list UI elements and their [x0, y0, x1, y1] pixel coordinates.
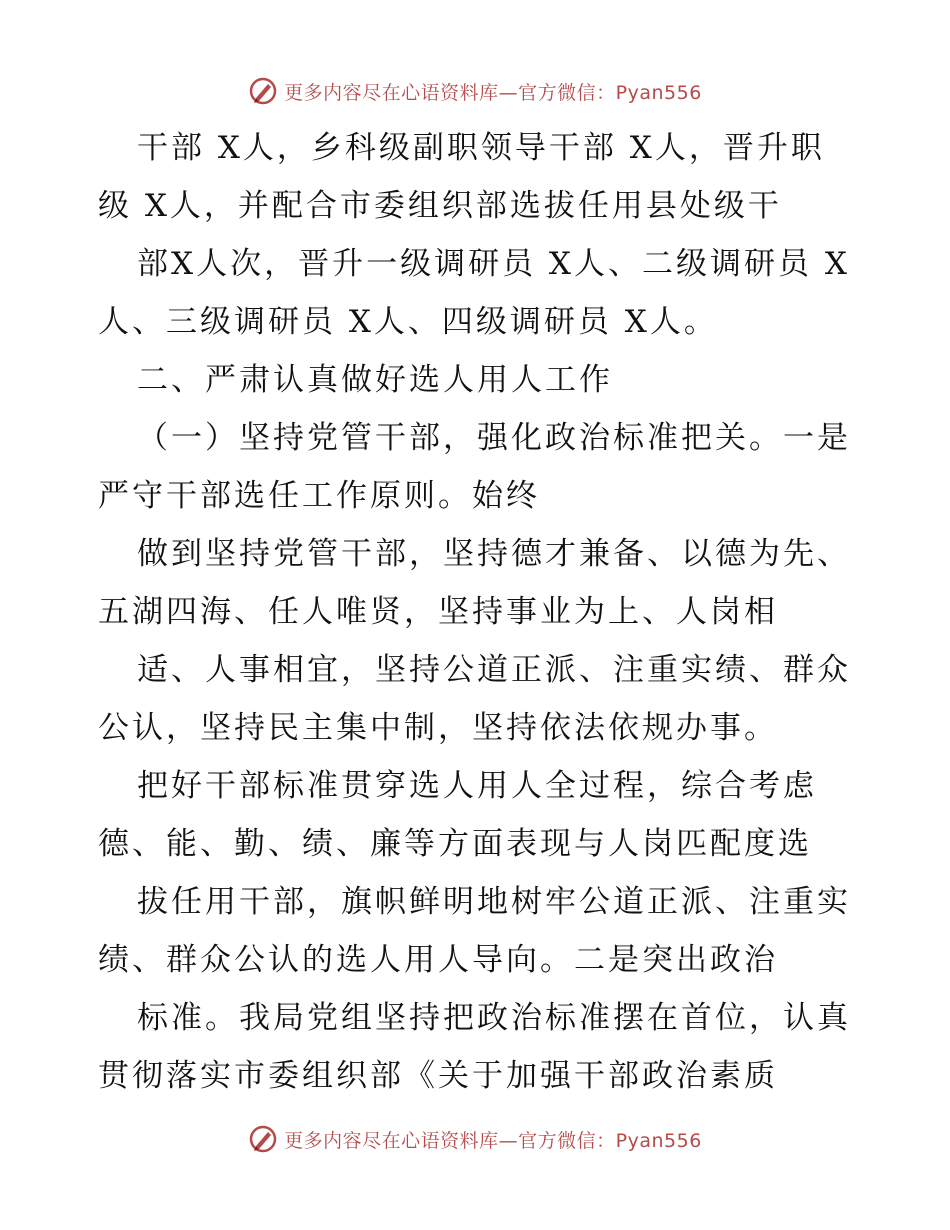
text-line: 级 X人，并配合市委组织部选拔任用县处级干 — [98, 188, 782, 224]
text-line: （一）坚持党管干部，强化政治标准把关。一是 — [137, 420, 851, 456]
footer-watermark-text: 更多内容尽在心语资料库—官方微信：Pyan556 — [284, 1129, 702, 1152]
text-line: 绩、群众公认的选人用人导向。二是突出政治 — [98, 942, 778, 978]
text-line: 适、人事相宜，坚持公道正派、注重实绩、群众 — [137, 652, 851, 688]
text-line: 公认，坚持民主集中制，坚持依法依规办事。 — [98, 710, 778, 746]
header-watermark — [0, 73, 950, 109]
text-line: 严守干部选任工作原则。始终 — [98, 478, 540, 514]
text-line: 拔任用干部，旗帜鲜明地树牢公道正派、注重实 — [137, 884, 851, 920]
footer-watermark — [0, 1121, 950, 1157]
text-line: 部X人次，晋升一级调研员 X人、二级调研员 X — [137, 246, 850, 282]
text-line: 干部 X人，乡科级副职领导干部 X人，晋升职 — [137, 130, 825, 166]
section-heading: 二、严肃认真做好选人用人工作 — [137, 362, 613, 398]
text-line: 做到坚持党管干部，坚持德才兼备、以德为先、 — [137, 536, 851, 572]
text-line: 五湖四海、任人唯贤，坚持事业为上、人岗相 — [98, 594, 778, 630]
text-line: 人、三级调研员 X人、四级调研员 X人。 — [98, 304, 718, 340]
text-line: 贯彻落实市委组织部《关于加强干部政治素质 — [98, 1058, 778, 1094]
text-line: 德、能、勤、绩、廉等方面表现与人岗匹配度选 — [98, 826, 812, 862]
header-watermark-text: 更多内容尽在心语资料库—官方微信：Pyan556 — [284, 81, 702, 104]
pen-logo-icon — [248, 1124, 278, 1154]
text-line: 标准。我局党组坚持把政治标准摆在首位，认真 — [137, 1000, 851, 1036]
text-line: 把好干部标准贯穿选人用人全过程，综合考虑 — [137, 768, 817, 804]
pen-logo-icon — [248, 76, 278, 106]
